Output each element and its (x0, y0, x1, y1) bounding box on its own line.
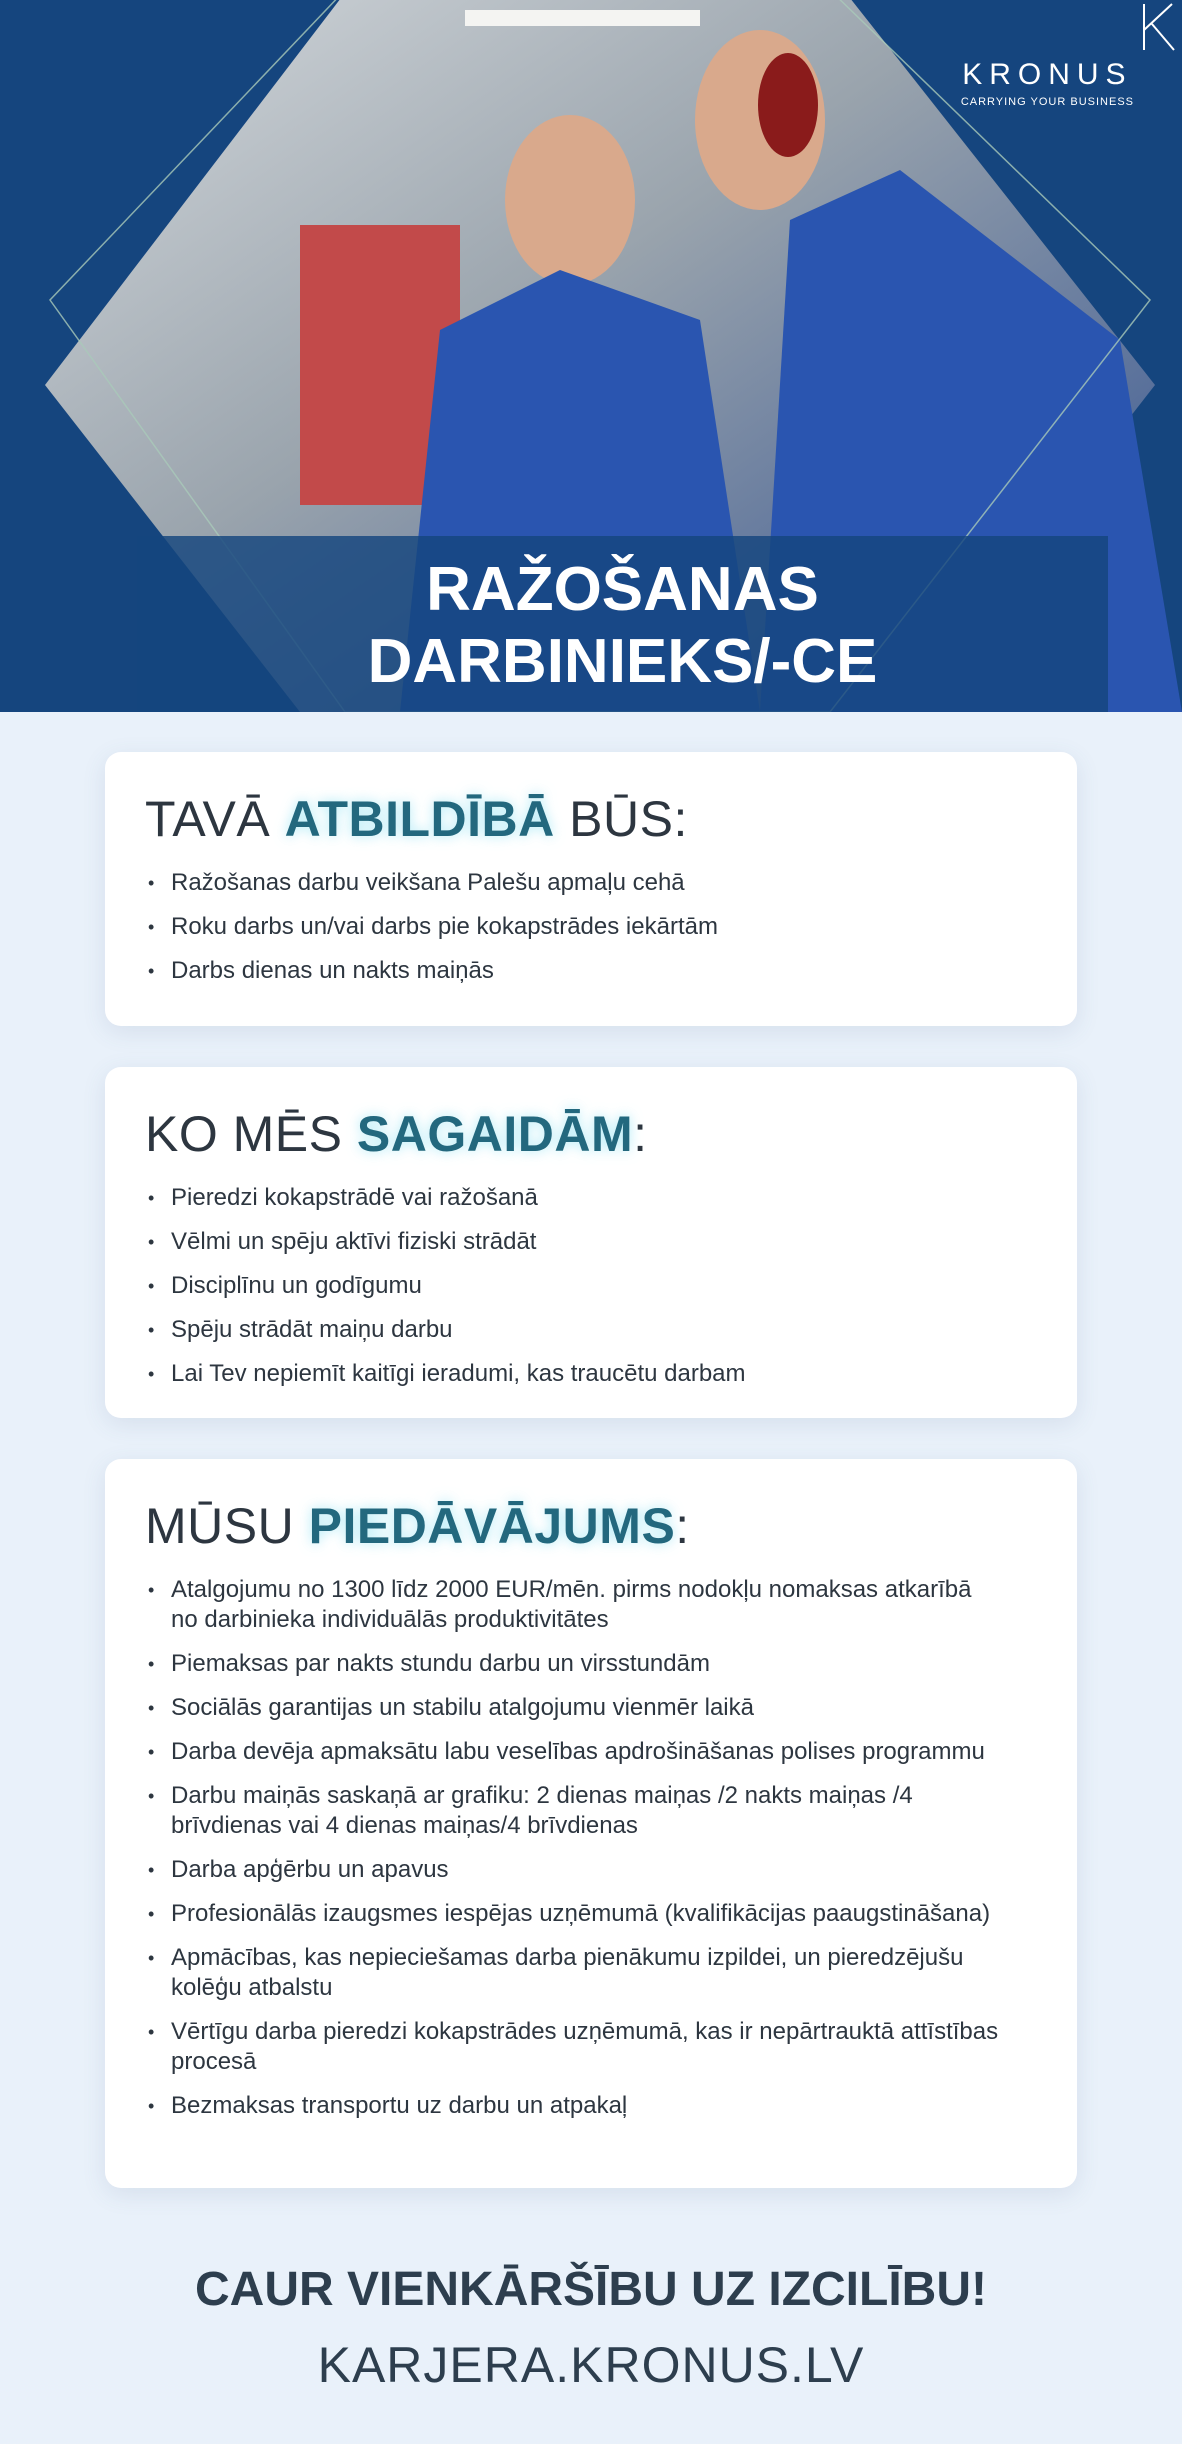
expectations-card (105, 1067, 1077, 1418)
list-item: • Vēlmi un spēju aktīvi fiziski strādāt (141, 1227, 1041, 1257)
section-heading: MŪSU PIEDĀVĀJUMS: (145, 1498, 690, 1554)
offer-card (105, 1459, 1077, 2188)
job-title (137, 536, 1108, 712)
job-title-line2: DARBINIEKS/-CE (367, 627, 878, 696)
section-heading: KO MĒS SAGAIDĀM: (145, 1106, 648, 1162)
responsibilities-list (141, 868, 1041, 986)
list-item: • Spēju strādāt maiņu darbu (141, 1315, 1041, 1345)
list-item: • Darba apģērbu un apavus (141, 1855, 1001, 1885)
logo-name: KRONUS (962, 58, 1133, 91)
list-item: • Darbs dienas un nakts maiņās (141, 956, 1041, 986)
offer-list (141, 1575, 1041, 2121)
expectations-list (141, 1183, 1041, 1389)
slogan: CAUR VIENKĀRŠĪBU UZ IZCILĪBU! (195, 2263, 987, 2316)
list-item: • Profesionālās izaugsmes iespējas uzņēmumā (kvalifikācijas paaugstināšana) (141, 1899, 1001, 1929)
list-item: • Disciplīnu un godīgumu (141, 1271, 1041, 1301)
list-item: • Piemaksas par nakts stundu darbu un virsstundām (141, 1649, 1001, 1679)
list-item: • Roku darbs un/vai darbs pie kokapstrādes iekārtām (141, 912, 1041, 942)
section-heading: TAVĀ ATBILDĪBĀ BŪS: (145, 791, 688, 847)
list-item: • Lai Tev nepiemīt kaitīgi ieradumi, kas traucētu darbam (141, 1359, 1041, 1389)
list-item: • Pieredzi kokapstrādē vai ražošanā (141, 1183, 1041, 1213)
career-url-link[interactable]: KARJERA.KRONUS.LV (317, 2337, 865, 2393)
list-item: • Darbu maiņās saskaņā ar grafiku: 2 dienas maiņas /2 nakts maiņas /4 brīvdienas vai 4 dienas maiņas/4 brīvdienas (141, 1781, 1001, 1841)
kronus-k-icon (1138, 2, 1178, 52)
list-item: • Vērtīgu darba pieredzi kokapstrādes uzņēmumā, kas ir nepārtrauktā attīstības procesā (141, 2017, 1001, 2077)
list-item: • Sociālās garantijas un stabilu atalgojumu vienmēr laikā (141, 1693, 1001, 1723)
responsibilities-card (105, 752, 1077, 1026)
hero-banner (0, 0, 1182, 712)
kronus-logo (961, 58, 1134, 108)
logo-tagline: CARRYING YOUR BUSINESS (960, 96, 1134, 108)
list-item: • Bezmaksas transportu uz darbu un atpakaļ (141, 2091, 1001, 2121)
list-item: • Ražošanas darbu veikšana Palešu apmaļu cehā (141, 868, 1041, 898)
list-item: • Apmācības, kas nepieciešamas darba pienākumu izpildei, un pieredzējušu kolēģu atbalstu (141, 1943, 1001, 2003)
job-title-line1: RAŽOŠANAS (426, 555, 819, 624)
list-item: • Darba devēja apmaksātu labu veselības apdrošināšanas polises programmu (141, 1737, 1001, 1767)
list-item: • Atalgojumu no 1300 līdz 2000 EUR/mēn. pirms nodokļu nomaksas atkarībā no darbinieka individuālās produktivitātes (141, 1575, 1001, 1635)
